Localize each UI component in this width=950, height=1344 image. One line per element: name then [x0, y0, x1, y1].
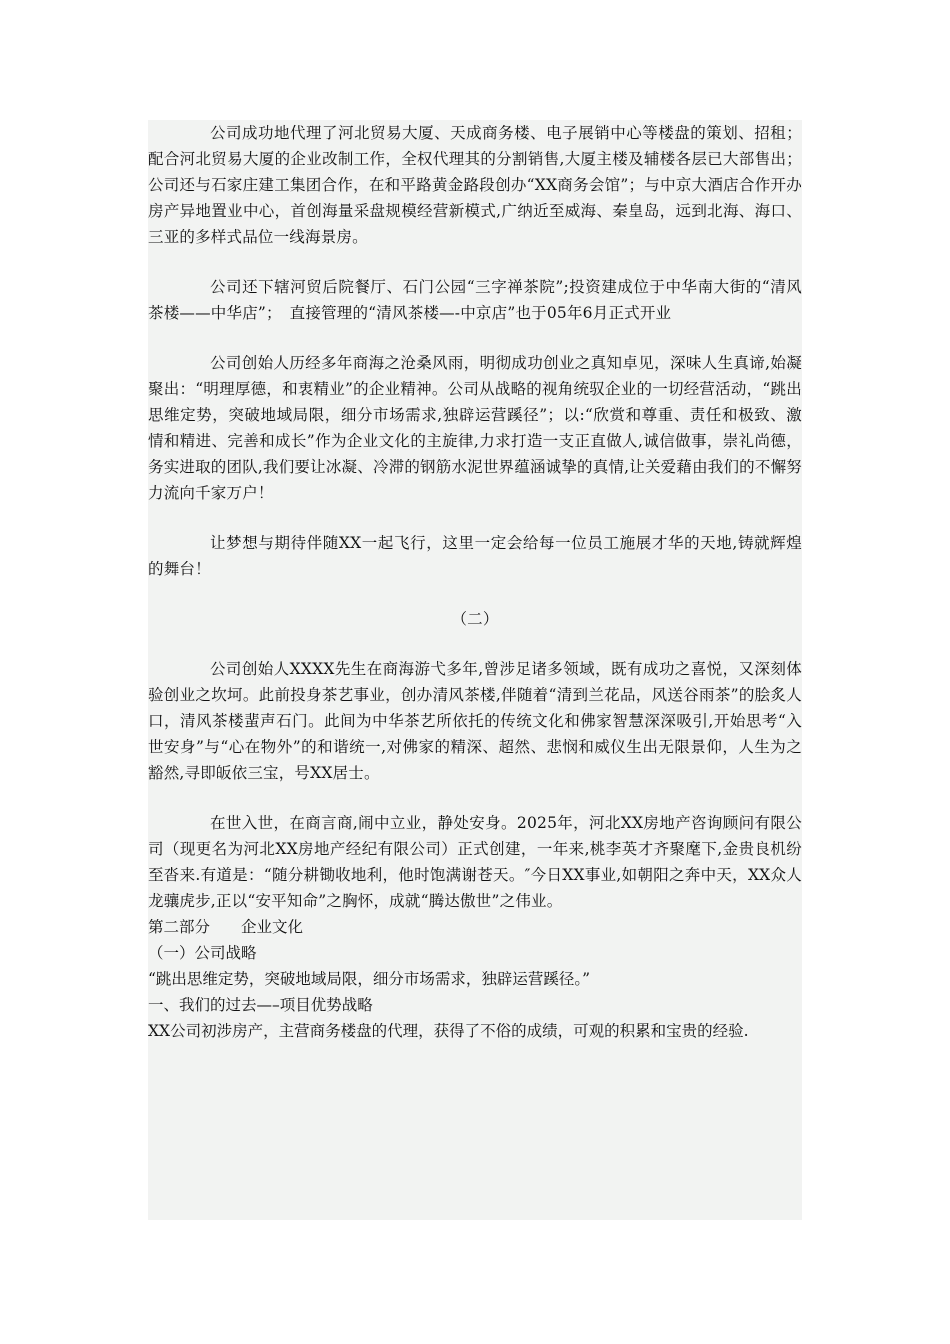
paragraph-founder-spirit: 公司创始人历经多年商海之沧桑风雨，明彻成功创业之真知卓见，深味人生真谛,始凝聚出：“明理厚德，和衷精业”的企业精神。公司从战略的视角统驭企业的一切经营活动，“跳出思维定势，突破地域局限，细分市场需求,独辟运营蹊径”；以:“欣赏和尊重、责任和极致、激情和精进、完善和成长”作为企业文化的主旋律,力求打造一支正直做人,诚信做事，崇礼尚德，务实进取的团队,我们要让冰凝、冷滞的钢筋水泥世界蕴涵诚挚的真情,让关爱藉由我们的不懈努力流向千家万户！: [148, 354, 802, 502]
paragraph-founder-history: 公司创始人XXXX先生在商海游弋多年,曾涉足诸多领域，既有成功之喜悦，又深刻体验创业之坎坷。此前投身茶艺事业，创办清风茶楼,伴随着“清到兰花品，风送谷雨茶”的脍炙人口，清风茶楼蜚声石门。此间为中华茶艺所依托的传统文化和佛家智慧深深吸引,开始思考“入世安身”与“心在物外”的和谐统一,对佛家的精深、超然、悲悯和威仪生出无限景仰，人生为之豁然,寻即皈依三宝，号XX居士。: [148, 660, 802, 782]
section-heading-strategy: （一）公司战略: [148, 944, 257, 962]
paragraph-agency-projects: 公司成功地代理了河北贸易大厦、天成商务楼、电子展销中心等楼盘的策划、招租；配合河北贸易大厦的企业改制工作，全权代理其的分割销售,大厦主楼及辅楼各层已大部售出；公司还与石家庄建工集团合作，在和平路黄金路段创办“XX商务会馆”；与中京大酒店合作开办房产异地置业中心，首创海量采盘规模经营新模式,广纳近至威海、秦皇岛，远到北海、海口、三亚的多样式品位一线海景房。: [148, 124, 802, 246]
paragraph-dream: 让梦想与期待伴随XX一起飞行，这里一定会给每一位员工施展才华的天地,铸就辉煌的舞台！: [148, 534, 802, 578]
part-heading: 第二部分 企业文化: [148, 918, 304, 936]
paragraph-company-founding: 在世入世，在商言商,闹中立业，静处安身。2025年，河北XX房地产咨询顾问有限公司（现更名为河北XX房地产经纪有限公司）正式创建，一年来,桃李英才齐聚麾下,金贵良机纷至沓来.有道是：“随分耕锄收地利，他时饱满谢苍天。″今日XX事业,如朝阳之奔中天，XX众人龙骧虎步,正以“安平知命”之胸怀，成就“腾达傲世”之伟业。: [148, 814, 802, 910]
section-mark: （二）: [451, 610, 499, 628]
section-heading-past: 一、我们的过去—–项目优势战略: [148, 996, 373, 1014]
paragraph-subsidiaries: 公司还下辖河贸后院餐厅、石门公园“三字禅茶院”;投资建成位于中华南大街的“清风茶楼——中华店”； 直接管理的“清风茶楼—-中京店”也于05年6月正式开业: [148, 278, 802, 322]
strategy-quote: “跳出思维定势，突破地域局限，细分市场需求，独辟运营蹊径。”: [148, 970, 591, 988]
document-body: [148, 120, 802, 1044]
paragraph-closing: XX公司初涉房产，主营商务楼盘的代理，获得了不俗的成绩，可观的积累和宝贵的经验.: [148, 1022, 749, 1040]
